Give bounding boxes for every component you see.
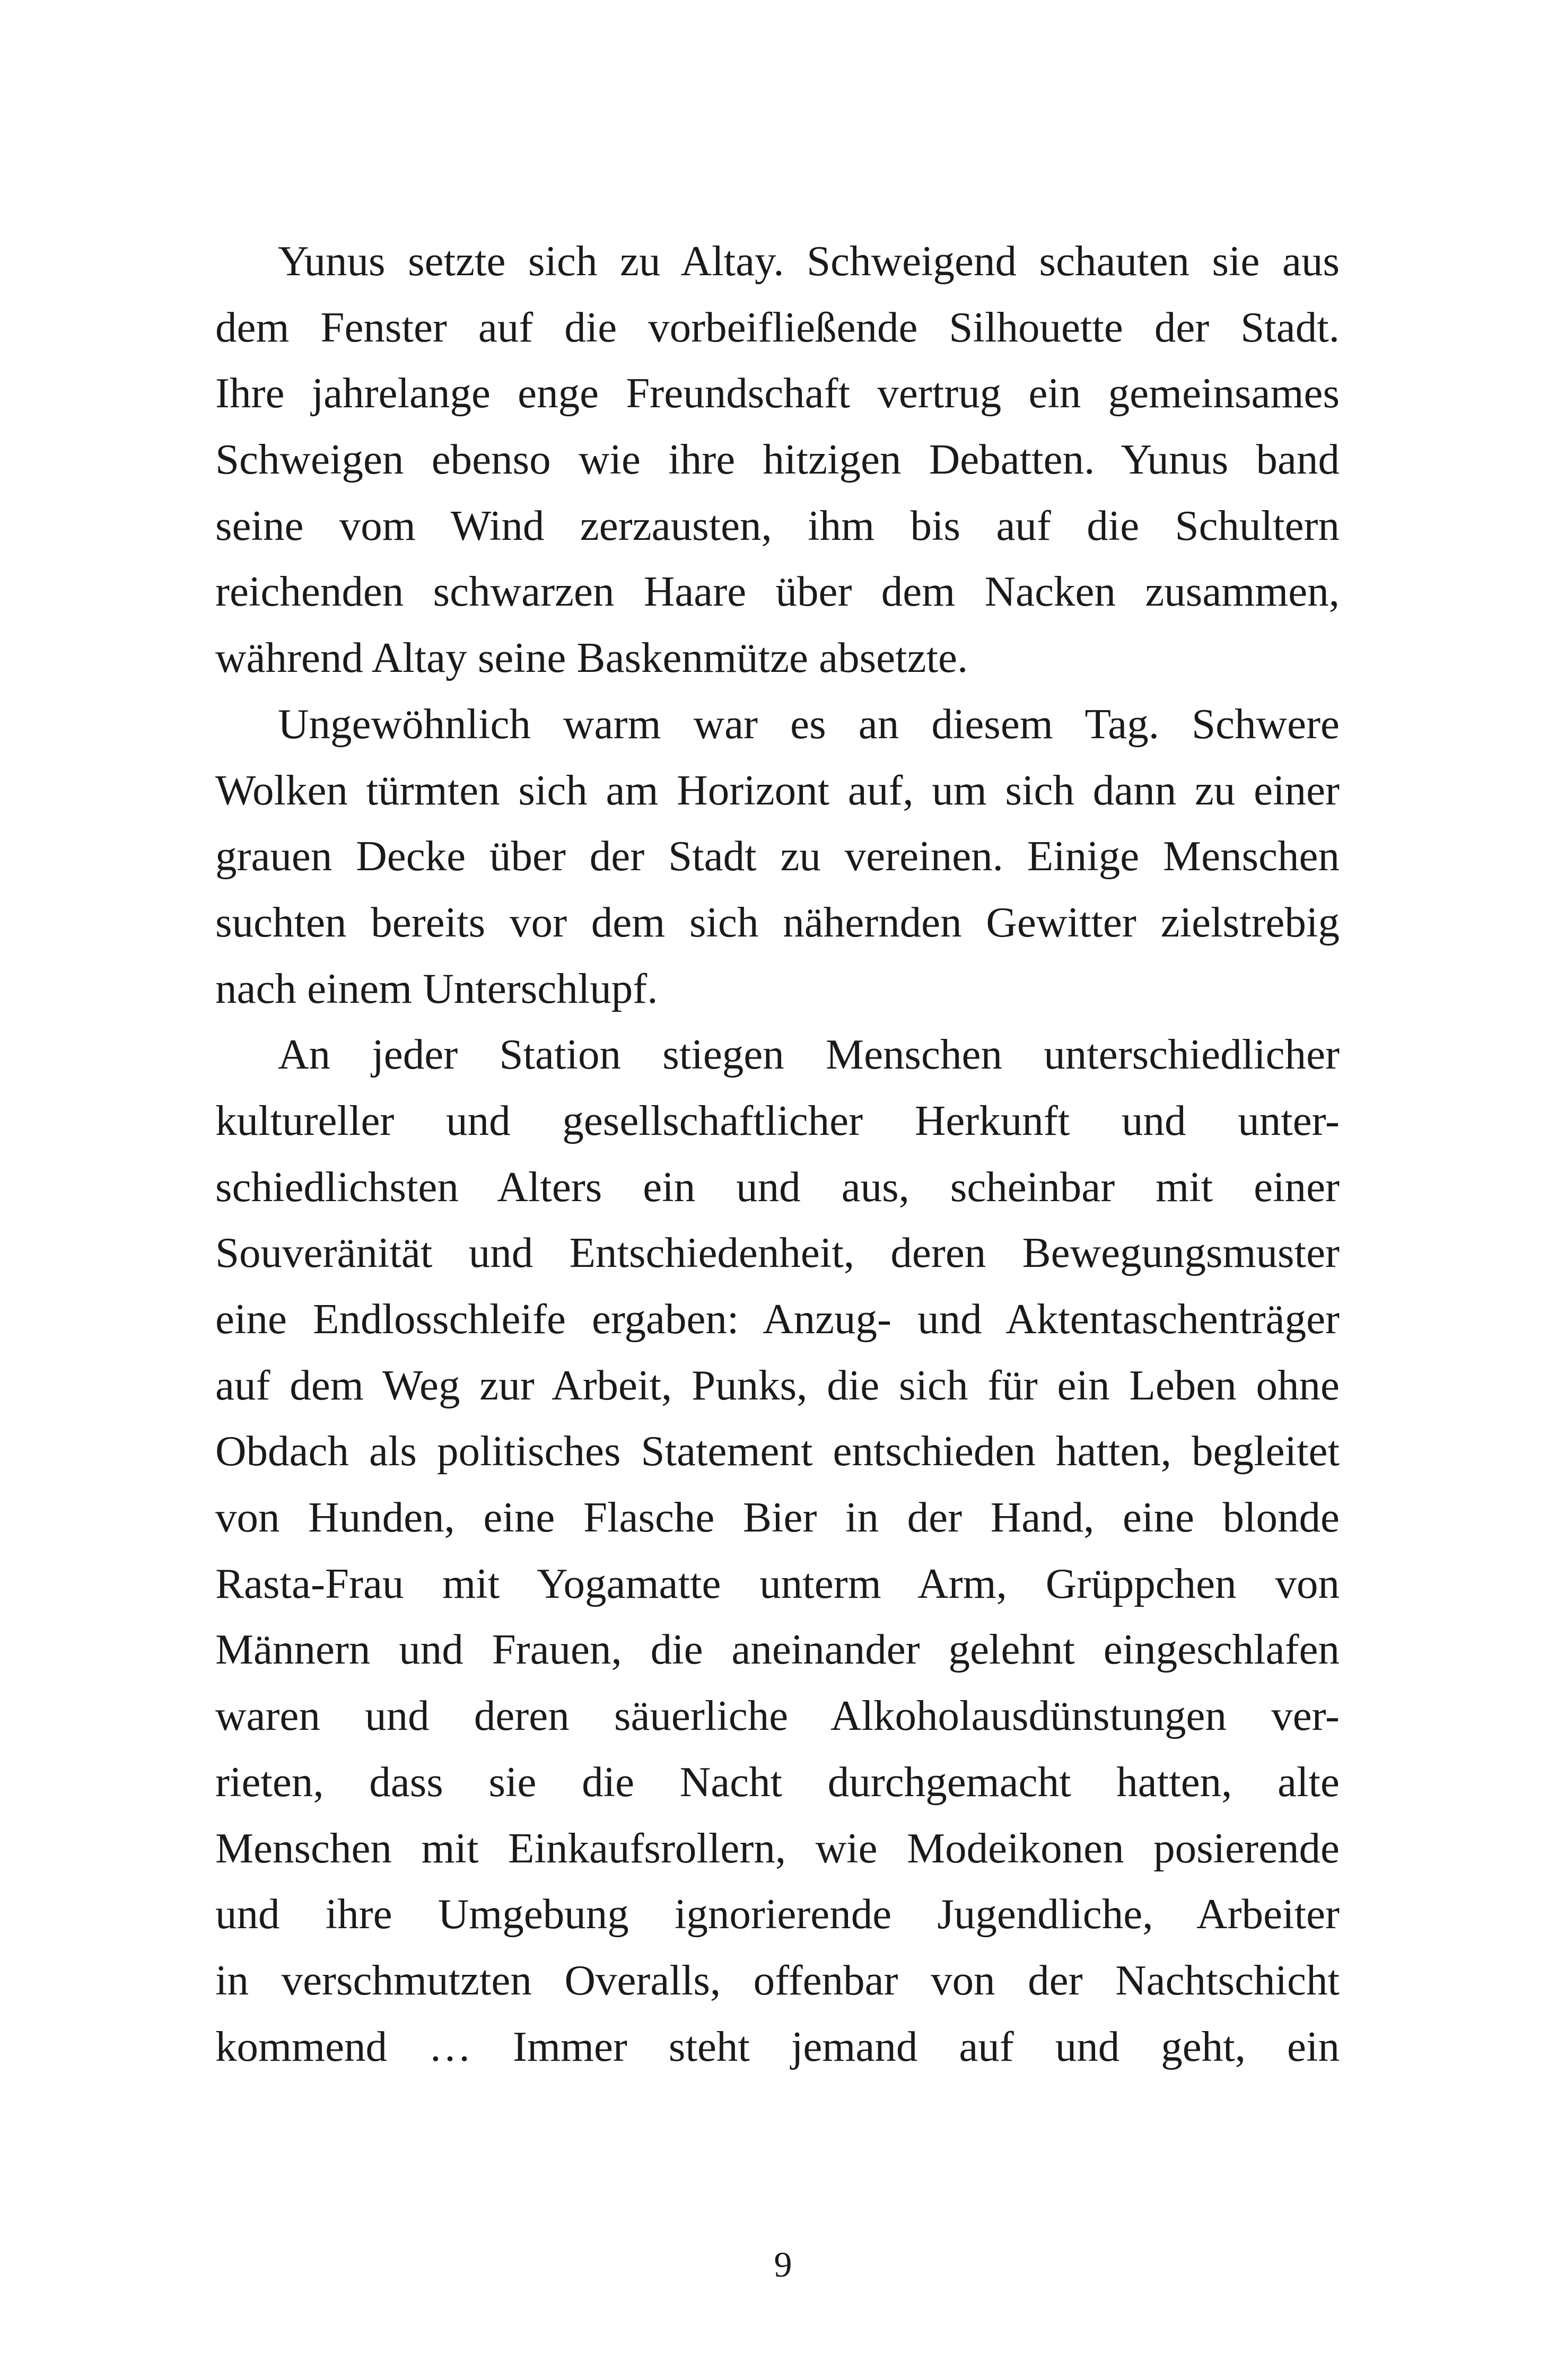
text-line: Männern und Frauen, die aneinander gelehnt eingeschlafen	[215, 1625, 1340, 1674]
page-number: 9	[774, 2244, 792, 2285]
text-line: eine Endlosschleife ergaben: Anzug- und Aktentaschenträger	[215, 1295, 1340, 1343]
text-line: Wolken türmten sich am Horizont auf, um sich dann zu einer	[215, 766, 1340, 814]
text-line: Yunus setzte sich zu Altay. Schweigend schauten sie aus	[278, 237, 1340, 285]
text-line: Ihre jahrelange enge Freundschaft vertrug ein gemeinsames	[215, 369, 1340, 417]
text-line: seine vom Wind zerzausten, ihm bis auf die Schultern	[215, 501, 1340, 549]
body-text	[215, 228, 1340, 2079]
text-line: Schweigen ebenso wie ihre hitzigen Debatten. Yunus band	[215, 435, 1340, 484]
text-line: Obdach als politisches Statement entschieden hatten, begleitet	[215, 1427, 1340, 1475]
text-line: dem Fenster auf die vorbeifließende Silhouette der Stadt.	[215, 303, 1340, 351]
text-line: von Hunden, eine Flasche Bier in der Hand, eine blonde	[215, 1493, 1340, 1542]
text-line: Menschen mit Einkaufsrollern, wie Modeikonen posierende	[215, 1824, 1340, 1872]
text-line: An jeder Station stiegen Menschen unterschiedlicher	[278, 1030, 1340, 1079]
text-line: Souveränität und Entschiedenheit, deren Bewegungsmuster	[215, 1229, 1340, 1277]
text-line: Rasta-Frau mit Yogamatte unterm Arm, Grüppchen von	[215, 1559, 1340, 1607]
text-line: rieten, dass sie die Nacht durchgemacht hatten, alte	[215, 1757, 1340, 1806]
text-line: Ungewöhnlich warm war es an diesem Tag. Schwere	[278, 699, 1340, 748]
text-line: reichenden schwarzen Haare über dem Nacken zusammen,	[215, 567, 1340, 616]
text-line: suchten bereits vor dem sich nähernden Gewitter zielstrebig	[215, 898, 1340, 946]
text-line: kommend … Immer steht jemand auf und geht, ein	[215, 2022, 1340, 2070]
text-line: nach einem Unterschlupf.	[215, 964, 658, 1012]
text-line: auf dem Weg zur Arbeit, Punks, die sich für ein Leben ohne	[215, 1361, 1340, 1409]
text-line: während Altay seine Baskenmütze absetzte.	[215, 634, 968, 682]
text-line: kultureller und gesellschaftlicher Herkunft und unter-	[215, 1096, 1340, 1144]
text-line: und ihre Umgebung ignorierende Jugendliche, Arbeiter	[215, 1890, 1340, 1938]
text-line: waren und deren säuerliche Alkoholausdünstungen ver-	[215, 1692, 1340, 1740]
text-line: grauen Decke über der Stadt zu vereinen. Einige Menschen	[215, 832, 1340, 880]
text-line: schiedlichsten Alters ein und aus, scheinbar mit einer	[215, 1162, 1340, 1211]
text-line: in verschmutzten Overalls, offenbar von der Nachtschicht	[215, 1956, 1340, 2004]
